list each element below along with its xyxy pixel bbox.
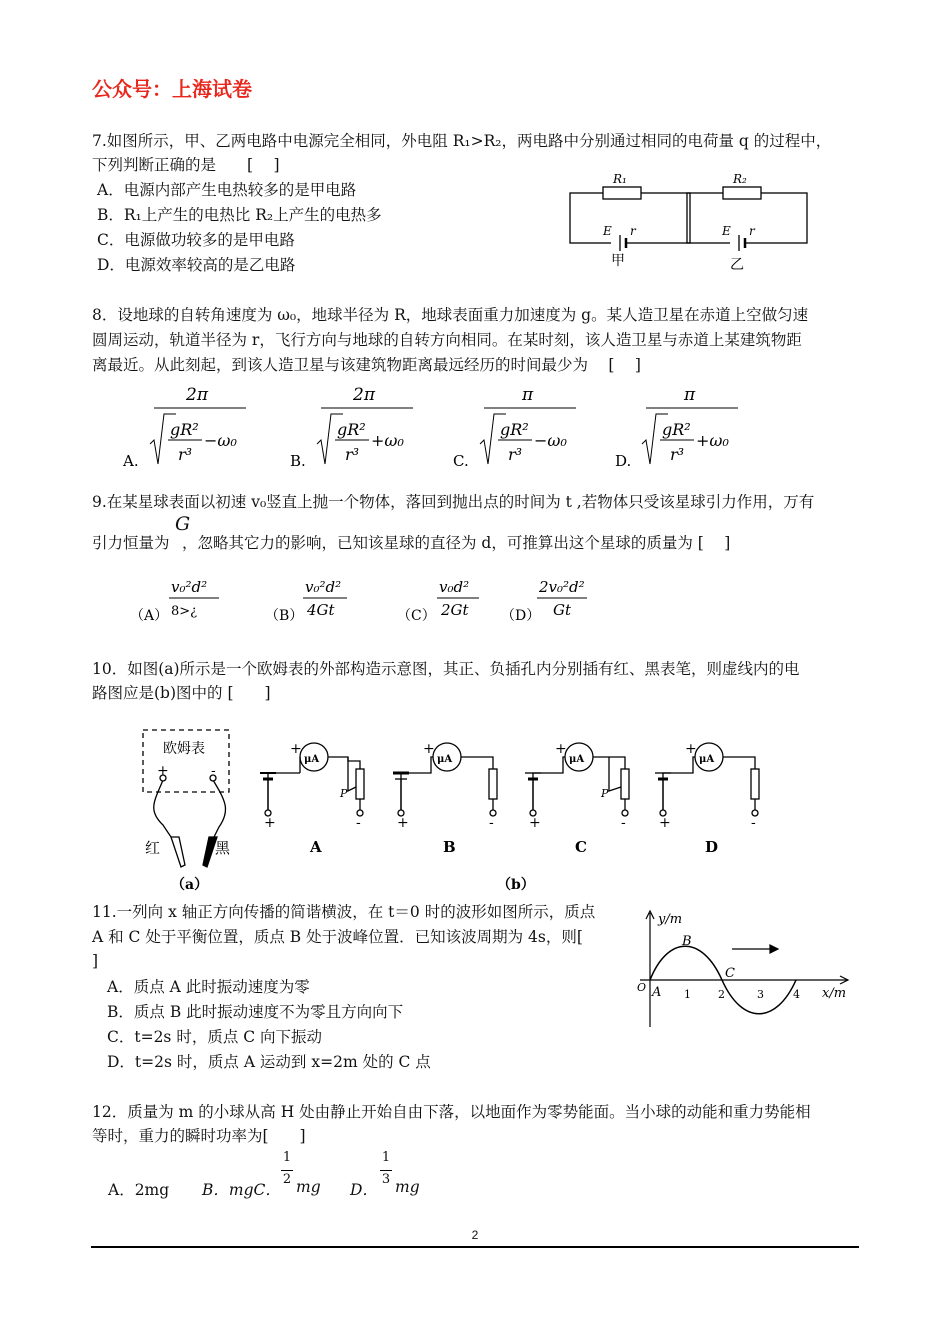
q10-label-c: C (575, 838, 587, 856)
q9-option-d-numerator: 2v₀²d² (539, 578, 585, 596)
q7-right-e-label: E (722, 224, 731, 238)
q9-option-d-denominator: Gt (553, 601, 572, 619)
q8-option-a-rad-bottom: r³ (178, 445, 193, 464)
q11-option-d: D．t=2s 时，质点 A 运动到 x=2m 处的 C 点 (107, 1053, 431, 1071)
q8-option-b-rad-top: gR² (337, 420, 366, 439)
q8-option-c-rad-bottom: r³ (508, 445, 523, 464)
svg-text:μA: μA (699, 754, 715, 765)
q8-stem-line1: 8．设地球的自转角速度为 ω₀，地球半径为 R，地球表面重力加速度为 g。某人造卫星在赤道上空做匀速 (92, 306, 809, 324)
q9-option-b-denominator: 4Gt (307, 601, 335, 619)
svg-text:+: + (423, 741, 435, 757)
q10-label-b: B (443, 838, 456, 856)
q9-option-b-numerator: v₀²d² (305, 578, 342, 596)
page-number: 2 (471, 1228, 479, 1242)
svg-text:μA: μA (569, 754, 585, 765)
q10-circuit-a (260, 741, 364, 856)
q10-black-label: 黑 (215, 839, 231, 857)
q7-r1-resistor (603, 187, 641, 199)
q9-option-c-numerator: v₀d² (439, 578, 470, 596)
q10-stem-line2: 路图应是(b)图中的 [ ] (92, 684, 271, 702)
q7-r2-label: R₂ (733, 172, 747, 186)
q10-red-lead (154, 780, 175, 843)
q8-options-formulas (118, 380, 758, 472)
q11-stem-line2: A 和 C 处于平衡位置，质点 B 处于波峰位置．已知该波周期为 4s，则[ (92, 928, 583, 946)
q10-box-plus: + (157, 763, 169, 779)
q10-box-minus: - (211, 763, 216, 779)
q8-stem-line3: 离最近。从此刻起，到该人造卫星与该建筑物距离最远经历的时间最少为 [ ] (92, 356, 641, 374)
q11-tick-1: 1 (684, 988, 691, 1001)
q9-option-a-numerator: v₀²d² (171, 578, 208, 596)
q9-option-b-label: （B） (265, 608, 304, 624)
q7-circuit-figure (565, 165, 865, 275)
q10-caption-b: （b） (497, 877, 535, 893)
q9-option-c-label: （C） (397, 608, 436, 624)
q11-tick-3: 3 (757, 988, 764, 1001)
q11-option-b: B．质点 B 此时振动速度不为零且方向向下 (107, 1003, 404, 1021)
q12-frac-c-bar (281, 1170, 293, 1171)
q11-tick-2: 2 (718, 988, 725, 1001)
q7-stem-line2: 下列判断正确的是 [ ] (92, 156, 280, 174)
svg-text:-: - (621, 815, 626, 831)
q10-caption-a: （a） (171, 877, 209, 893)
svg-text:μA: μA (437, 754, 453, 765)
q10-figure (135, 725, 785, 897)
q12-option-b: B．mgC． (202, 1181, 281, 1199)
q8-option-b-rad-bottom: r³ (345, 445, 360, 464)
q11-tick-4: 4 (793, 988, 800, 1001)
q8-option-b (290, 385, 413, 470)
q8-option-c (453, 385, 576, 470)
q10-box-label: 欧姆表 (163, 741, 205, 757)
q7-right-loop (687, 193, 807, 243)
q12-stem-line1: 12．质量为 m 的小球从高 H 处由静止开始自由下落，以地面作为零势能面。当小球的动能和重力势能相 (92, 1103, 811, 1121)
q10-stem-line1: 10．如图(a)所示是一个欧姆表的外部构造示意图，其正、负插孔内分别插有红、黑表笔，则虚线内的电 (92, 660, 800, 678)
q9-stem-line1: 9.在某星球表面以初速 v₀竖直上抛一个物体，落回到抛出点的时间为 t ,若物体只受该星球引力作用，万有 (92, 493, 815, 511)
q11-direction-arrow-head (770, 945, 778, 953)
q12-option-d: D． (350, 1181, 378, 1199)
svg-text:+: + (290, 741, 302, 757)
q8-option-c-label: C. (453, 452, 469, 470)
q12-option-d-tail: mg (395, 1178, 420, 1196)
q10-circuit-b (393, 741, 497, 856)
q11-point-a-label: A (652, 985, 662, 1000)
svg-text:-: - (489, 815, 494, 831)
q7-r2-resistor (723, 187, 761, 199)
q10-ohmmeter-box (143, 730, 229, 792)
q10-red-probe (171, 837, 185, 867)
q9-option-c-denominator: 2Gt (441, 601, 469, 619)
q11-option-c: C．t=2s 时，质点 C 向下振动 (107, 1028, 323, 1046)
q8-stem-line2: 圆周运动，轨道半径为 r，飞行方向与地球的自转方向相同。在某时刻，该人造卫星与赤道上某建筑物距 (92, 331, 802, 349)
q8-option-d-term: +ω₀ (696, 431, 729, 450)
q11-x-label: x/m (822, 986, 847, 1001)
svg-text:+: + (529, 815, 541, 831)
q11-stem-line1: 11.一列向 x 轴正方向传播的简谐横波，在 t＝0 时的波形如图所示，质点 (92, 903, 596, 921)
q12-frac-d-num: 1 (381, 1150, 391, 1165)
q12-frac-d-bar (380, 1170, 392, 1171)
q9-option-a-label: （A） (130, 608, 169, 624)
q10-circuit-d (655, 741, 759, 856)
q7-option-c: C．电源做功较多的是甲电路 (97, 231, 295, 249)
q7-option-d: D．电源效率较高的是乙电路 (97, 256, 296, 274)
q8-option-a-label: A. (123, 452, 139, 470)
q12-option-a: A．2mg (108, 1181, 170, 1199)
q8-option-d-numerator: π (684, 385, 696, 405)
q7-option-a: A．电源内部产生电热较多的是甲电路 (97, 181, 357, 199)
q8-option-b-label: B. (290, 452, 306, 470)
q8-option-d-rad-bottom: r³ (670, 445, 685, 464)
q11-stem-line3: ] (92, 952, 99, 970)
q7-left-r-label: r (630, 224, 636, 238)
svg-text:-: - (356, 815, 361, 831)
q8-option-b-term: +ω₀ (371, 431, 404, 450)
q11-point-c-label: C (725, 966, 735, 981)
q7-r1-label: R₁ (613, 172, 627, 186)
q7-stem-line1: 7.如图所示，甲、乙两电路中电源完全相同，外电阻 R₁>R₂，两电路中分别通过相同的电荷量 q 的过程中， (92, 132, 832, 150)
q11-point-b-label: B (682, 934, 692, 949)
q9-g-symbol: G (175, 513, 191, 535)
q10-black-lead (211, 780, 226, 843)
q7-option-b: B．R₁上产生的电热比 R₂上产生的电热多 (97, 206, 382, 224)
q11-origin-label: O (637, 981, 647, 994)
q9-option-d-label: （D） (501, 608, 541, 624)
q9-options-formulas (125, 570, 625, 630)
q12-frac-c-num: 1 (282, 1150, 292, 1165)
q9-stem-line2a: 引力恒量为 (92, 534, 170, 552)
q7-left-e-label: E (603, 224, 612, 238)
svg-text:+: + (555, 741, 567, 757)
page-header: 公众号：上海试卷 (92, 77, 252, 101)
q10-red-label: 红 (145, 839, 161, 857)
q8-option-a-rad-top: gR² (170, 420, 199, 439)
q10-circuit-c (525, 741, 629, 856)
svg-text:+: + (659, 815, 671, 831)
q8-option-c-term: −ω₀ (534, 431, 567, 450)
svg-text:+: + (264, 815, 276, 831)
q8-option-c-rad-top: gR² (500, 420, 529, 439)
q12-frac-d-den: 3 (381, 1172, 391, 1187)
q7-right-r-label: r (749, 224, 755, 238)
svg-text:+: + (397, 815, 409, 831)
svg-text:P: P (340, 787, 348, 800)
svg-text:P: P (601, 787, 609, 800)
q9-option-a-denominator: 8>¿ (171, 604, 198, 619)
q11-option-a: A．质点 A 此时振动速度为零 (107, 978, 310, 996)
q8-option-a (122, 385, 246, 470)
q10-label-d: D (705, 838, 719, 856)
q8-option-d-rad-top: gR² (662, 420, 691, 439)
q8-option-c-numerator: π (522, 385, 534, 405)
q7-right-caption: 乙 (730, 257, 744, 273)
q12-frac-c-den: 2 (282, 1172, 292, 1187)
q10-label-a: A (310, 838, 322, 856)
q12-stem-line2: 等时，重力的瞬时功率为[ ] (92, 1127, 306, 1145)
svg-text:-: - (751, 815, 756, 831)
svg-text:+: + (685, 741, 697, 757)
footer-rule (91, 1246, 859, 1248)
q9-stem-line2b: ，忽略其它力的影响，已知该星球的直径为 d，可推算出这个星球的质量为 [ ] (182, 534, 731, 552)
q8-option-d-label: D. (615, 452, 632, 470)
q12-option-c-tail: mg (296, 1178, 321, 1196)
q11-wave-figure (630, 905, 855, 1035)
q11-y-label: y/m (658, 912, 683, 927)
svg-text:μA: μA (304, 754, 320, 765)
q8-option-d (615, 385, 738, 470)
q8-option-a-numerator: 2π (186, 385, 208, 405)
q7-left-caption: 甲 (611, 253, 625, 269)
q8-option-b-numerator: 2π (353, 385, 375, 405)
q8-option-a-term: −ω₀ (204, 431, 237, 450)
